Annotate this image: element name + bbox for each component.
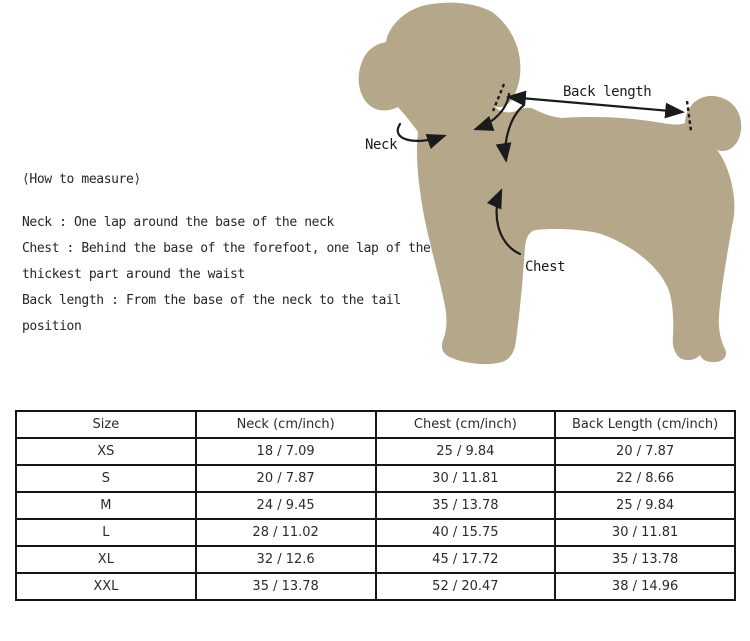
neck-label: Neck (365, 137, 398, 153)
instruction-line-chest: Chest : Behind the base of the forefoot, one lap of the (22, 241, 431, 256)
size-cell: S (16, 465, 196, 492)
size-cell: L (16, 519, 196, 546)
instructions-title: ⟨How to measure⟩ (22, 172, 141, 187)
back-length-cell: 25 / 9.84 (555, 492, 735, 519)
size-cell: XL (16, 546, 196, 573)
neck-cell: 20 / 7.87 (196, 465, 376, 492)
back-length-cell: 35 / 13.78 (555, 546, 735, 573)
table-row-m (16, 492, 735, 519)
chest-cell: 45 / 17.72 (376, 546, 556, 573)
instruction-line-neck: Neck : One lap around the base of the neck (22, 215, 334, 230)
size-table (15, 410, 736, 601)
size-cell: M (16, 492, 196, 519)
back-length-cell: 22 / 8.66 (555, 465, 735, 492)
column-header-size: Size (16, 411, 196, 438)
size-cell: XXL (16, 573, 196, 600)
back-length-label: Back length (563, 84, 652, 100)
table-row-l (16, 519, 735, 546)
back-length-cell: 38 / 14.96 (555, 573, 735, 600)
instructions-block (22, 170, 442, 340)
neck-cell: 28 / 11.02 (196, 519, 376, 546)
table-row-s (16, 465, 735, 492)
table-header-row (16, 411, 735, 438)
table-row-xxl (16, 573, 735, 600)
instruction-line-back-cont: position (22, 319, 82, 334)
column-header-back-length: Back Length (cm/inch) (555, 411, 735, 438)
chest-label: Chest (525, 259, 566, 275)
back-length-cell: 20 / 7.87 (555, 438, 735, 465)
neck-cell: 32 / 12.6 (196, 546, 376, 573)
instruction-line-chest-cont: thickest part around the waist (22, 267, 245, 282)
back-length-cell: 30 / 11.81 (555, 519, 735, 546)
chest-cell: 52 / 20.47 (376, 573, 556, 600)
column-header-neck: Neck (cm/inch) (196, 411, 376, 438)
neck-cell: 24 / 9.45 (196, 492, 376, 519)
neck-cell: 35 / 13.78 (196, 573, 376, 600)
chest-cell: 40 / 15.75 (376, 519, 556, 546)
table-row-xl (16, 546, 735, 573)
neck-cell: 18 / 7.09 (196, 438, 376, 465)
instruction-line-back-length: Back length : From the base of the neck to the tail (22, 293, 401, 308)
size-cell: XS (16, 438, 196, 465)
chest-cell: 25 / 9.84 (376, 438, 556, 465)
chest-cell: 35 / 13.78 (376, 492, 556, 519)
table-row-xs (16, 438, 735, 465)
chest-cell: 30 / 11.81 (376, 465, 556, 492)
column-header-chest: Chest (cm/inch) (376, 411, 556, 438)
